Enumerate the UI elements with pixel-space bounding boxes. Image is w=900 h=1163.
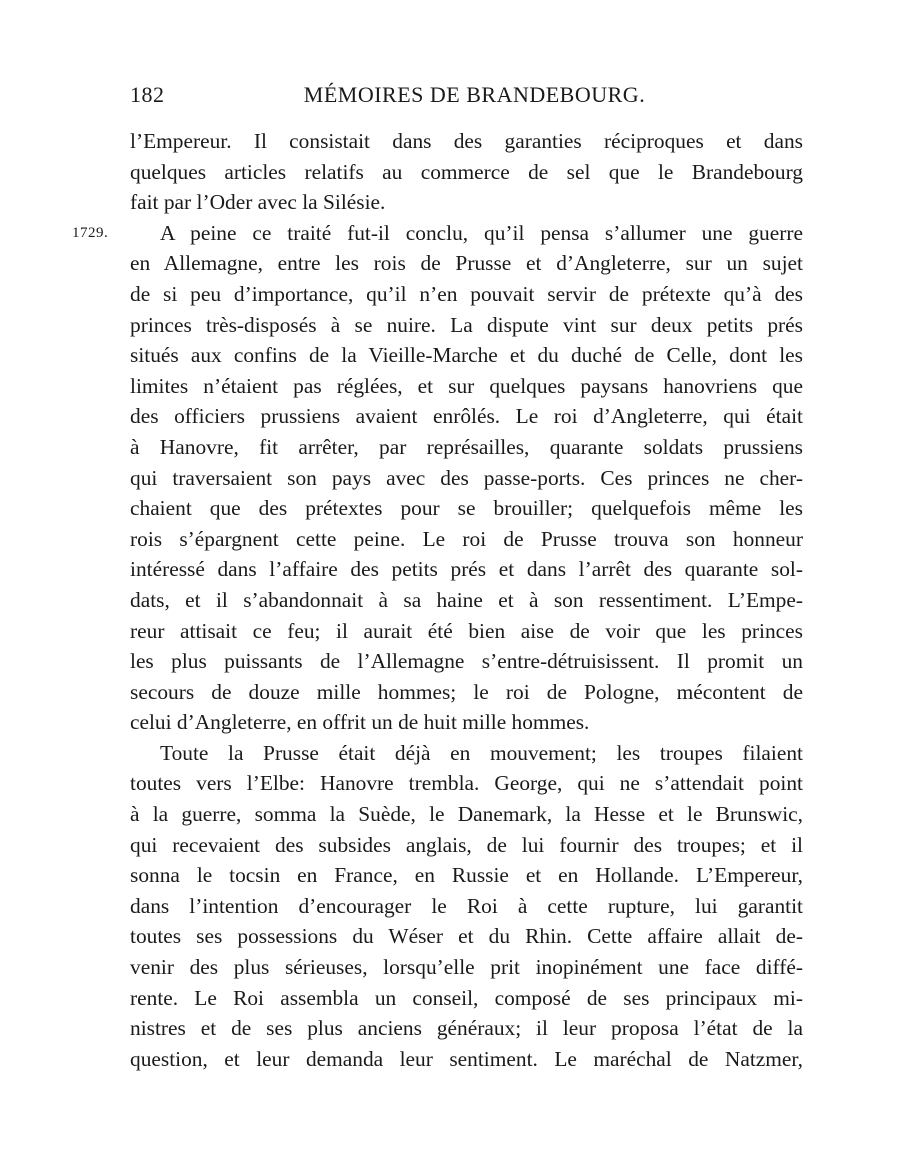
text-line: secours de douze mille hommes; le roi de Pologne, mécontent de [130, 679, 803, 704]
text-line: dans l’intention d’encourager le Roi à cette rupture, lui garantit [130, 893, 803, 918]
text-line: rente. Le Roi assembla un conseil, composé de ses principaux mi- [130, 985, 803, 1010]
text-line: rois s’épargnent cette peine. Le roi de Prusse trouva son honneur [130, 526, 803, 551]
text-line: dats, et il s’abandonnait à sa haine et à son ressentiment. L’Empe- [130, 587, 803, 612]
text-line: de si peu d’importance, qu’il n’en pouvait servir de prétexte qu’à des [130, 281, 803, 306]
text-line-content: A peine ce traité fut-il conclu, qu’il pensa s’allumer une guerre [160, 220, 803, 245]
text-line: intéressé dans l’affaire des petits prés et dans l’arrêt des quarante sol- [130, 557, 803, 582]
text-line: nistres et de ses plus anciens généraux; il leur proposa l’état de la [130, 1016, 803, 1041]
text-line: à Hanovre, fit arrêter, par représailles, quarante soldats prussiens [130, 434, 803, 459]
text-line: l’Empereur. Il consistait dans des garanties réciproques et dans [130, 129, 803, 153]
text-line: qui recevaient des subsides anglais, de lui fournir des troupes; et il [130, 832, 803, 857]
text-line: toutes vers l’Elbe: Hanovre trembla. George, qui ne s’attendait point [130, 771, 803, 796]
running-title: MÉMOIRES DE BRANDEBOURG. [303, 82, 646, 107]
margin-year-note: 1729. [72, 224, 109, 241]
text-line: les plus puissants de l’Allemagne s’entre-détruisissent. Il promit un [130, 649, 803, 674]
paragraph-start-line [72, 218, 803, 249]
text-line: celui d’Angleterre, en offrit un de huit mille hommes. [130, 710, 590, 735]
text-line: à la guerre, somma la Suède, le Danemark, la Hesse et le Brunswic, [130, 802, 803, 827]
text-line: limites n’étaient pas réglées, et sur quelques paysans hanovriens que [130, 373, 803, 398]
text-line: quelques articles relatifs au commerce de sel que le Brandebourg [130, 159, 803, 184]
text-line: reur attisait ce feu; il aurait été bien aise de voir que les princes [130, 618, 803, 643]
text-line: en Allemagne, entre les rois de Prusse et d’Angleterre, sur un sujet [130, 251, 803, 276]
page-number: 182 [130, 82, 165, 107]
text-line: question, et leur demanda leur sentiment. Le maréchal de Natzmer, [130, 1046, 803, 1071]
text-line: chaient que des prétextes pour se brouiller; quelquefois même les [130, 496, 803, 521]
text-line: des officiers prussiens avaient enrôlés. Le roi d’Angleterre, qui était [130, 404, 803, 429]
text-line: situés aux confins de la Vieille-Marche et du duché de Celle, dont les [130, 343, 803, 368]
paragraph-start-line: Toute la Prusse était déjà en mouvement; les troupes filaient [160, 740, 803, 765]
text-line: sonna le tocsin en France, en Russie et en Hollande. L’Empereur, [130, 863, 803, 888]
body-text [72, 126, 803, 1074]
text-line: toutes ses possessions du Wéser et du Rhin. Cette affaire allait de- [130, 924, 803, 949]
text-line: venir des plus sérieuses, lorsqu’elle prit inopinément une face diffé- [130, 955, 803, 980]
text-line: fait par l’Oder avec la Silésie. [130, 190, 386, 215]
text-line: qui traversaient son pays avec des passe-ports. Ces princes ne cher- [130, 465, 803, 490]
running-head [130, 82, 803, 112]
text-line: princes très-disposés à se nuire. La dispute vint sur deux petits prés [130, 312, 803, 337]
